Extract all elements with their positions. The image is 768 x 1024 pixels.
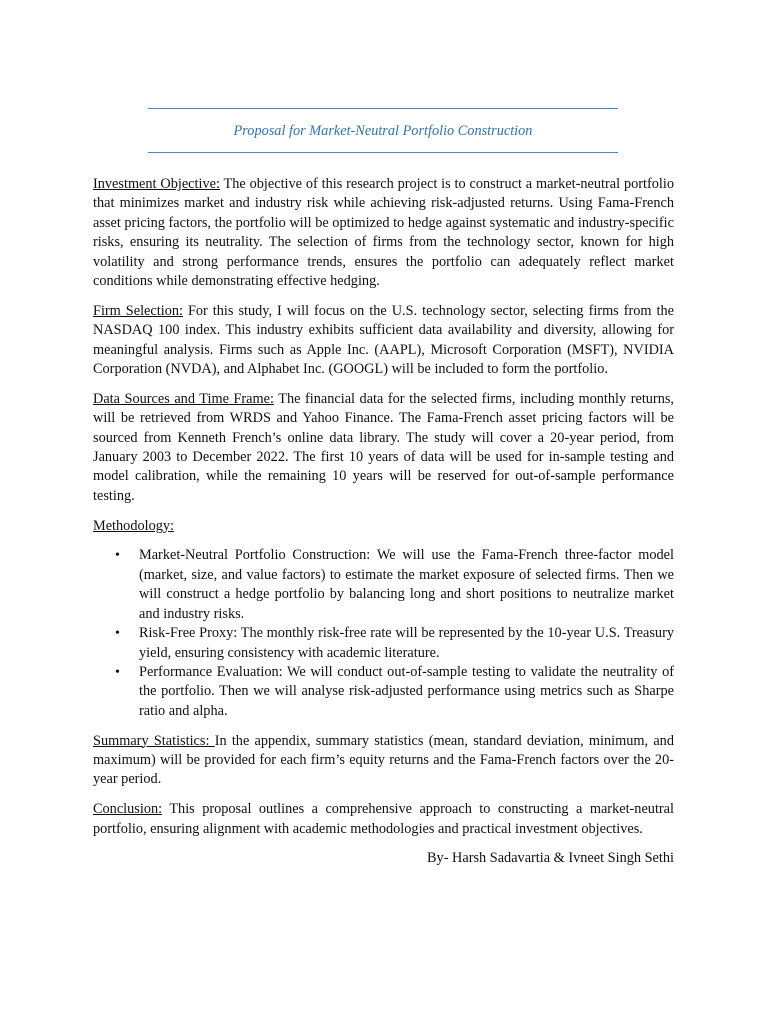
data-sources-paragraph <box>93 390 674 506</box>
title-bottom-rule <box>148 152 618 153</box>
investment-objective-text: The objective of this research project is to construct a market-neutral portfolio that minimizes market and industry risk while achieving risk-adjusted returns. Using Fama-French asset pricing factors, the portfolio will be optimized to hedge against systematic and industry-specific risks, ensuring its neutrality. The selection of firms from the technology sector, known for high volatility and strong performance trends, ensures the portfolio can adequately reflect market conditions while demonstrating effective hedging. <box>93 176 674 290</box>
signature: By- Harsh Sadavartia & Ivneet Singh Sethi <box>427 850 674 867</box>
bullet-icon: • <box>115 664 120 680</box>
firm-selection-paragraph <box>93 302 674 380</box>
conclusion-text: This proposal outlines a comprehensive approach to constructing a market-neutral portfolio, ensuring alignment with academic methodologies and practical investment objectives. <box>93 801 674 837</box>
investment-objective-paragraph <box>93 175 674 291</box>
methodology-item-performance-evaluation <box>115 663 674 721</box>
data-sources-label: Data Sources and Time Frame: <box>93 390 274 407</box>
bullet-icon: • <box>115 548 120 564</box>
methodology-list <box>93 546 674 721</box>
firm-selection-text: For this study, I will focus on the U.S. technology sector, selecting firms from the NASDAQ 100 index. This industry exhibits sufficient data availability and diversity, allowing for meaningful analysis. Firms such as Apple Inc. (AAPL), Microsoft Corporation (MSFT), NVIDIA Corporation (NVDA), and Alphabet Inc. (GOOGL) will be included to form the portfolio. <box>93 302 674 378</box>
document-title: Proposal for Market-Neutral Portfolio Construction <box>233 123 533 139</box>
methodology-item-text: Market-Neutral Portfolio Construction: We will use the Fama-French three-factor model (market, size, and value factors) to estimate the market exposure of selected firms. Then we will construct a hedge portfolio by balancing long and short positions to neutralize market and industry risks. <box>139 547 674 622</box>
investment-objective-label: Investment Objective: <box>93 176 220 192</box>
conclusion-paragraph <box>93 800 674 839</box>
methodology-heading-paragraph <box>93 517 674 536</box>
title-block <box>148 108 618 153</box>
summary-statistics-text: In the appendix, summary statistics (mean, standard deviation, minimum, and maximum) will be provided for each firm’s equity returns and the Fama-French factors over the 20-year period. <box>93 732 674 788</box>
methodology-label: Methodology: <box>93 517 175 534</box>
methodology-item-portfolio-construction <box>115 546 674 624</box>
firm-selection-label: Firm Selection: <box>93 302 183 319</box>
summary-statistics-paragraph <box>93 732 674 790</box>
methodology-item-risk-free-proxy <box>115 624 674 663</box>
summary-statistics-label: Summary Statistics: <box>93 732 215 749</box>
methodology-item-text: Performance Evaluation: We will conduct out-of-sample testing to validate the neutrality of the portfolio. Then we will analyse risk-adjusted performance using metrics such as Sharpe ratio and alpha. <box>139 663 674 719</box>
document-body <box>93 175 674 879</box>
data-sources-text: The financial data for the selected firms, including monthly returns, will be retrieved from WRDS and Yahoo Finance. The Fama-French asset pricing factors will be sourced from Kenneth French’s online data library. The study will cover a 20-year period, from January 2003 to December 2022. The first 10 years of data will be used for in-sample testing and model calibration, while the remaining 10 years will be reserved for out-of-sample performance testing. <box>93 390 674 504</box>
methodology-item-text: Risk-Free Proxy: The monthly risk-free rate will be represented by the 10-year U.S. Treasury yield, ensuring consistency with academic literature. <box>139 625 674 661</box>
conclusion-label: Conclusion: <box>93 801 163 818</box>
bullet-icon: • <box>115 626 120 642</box>
